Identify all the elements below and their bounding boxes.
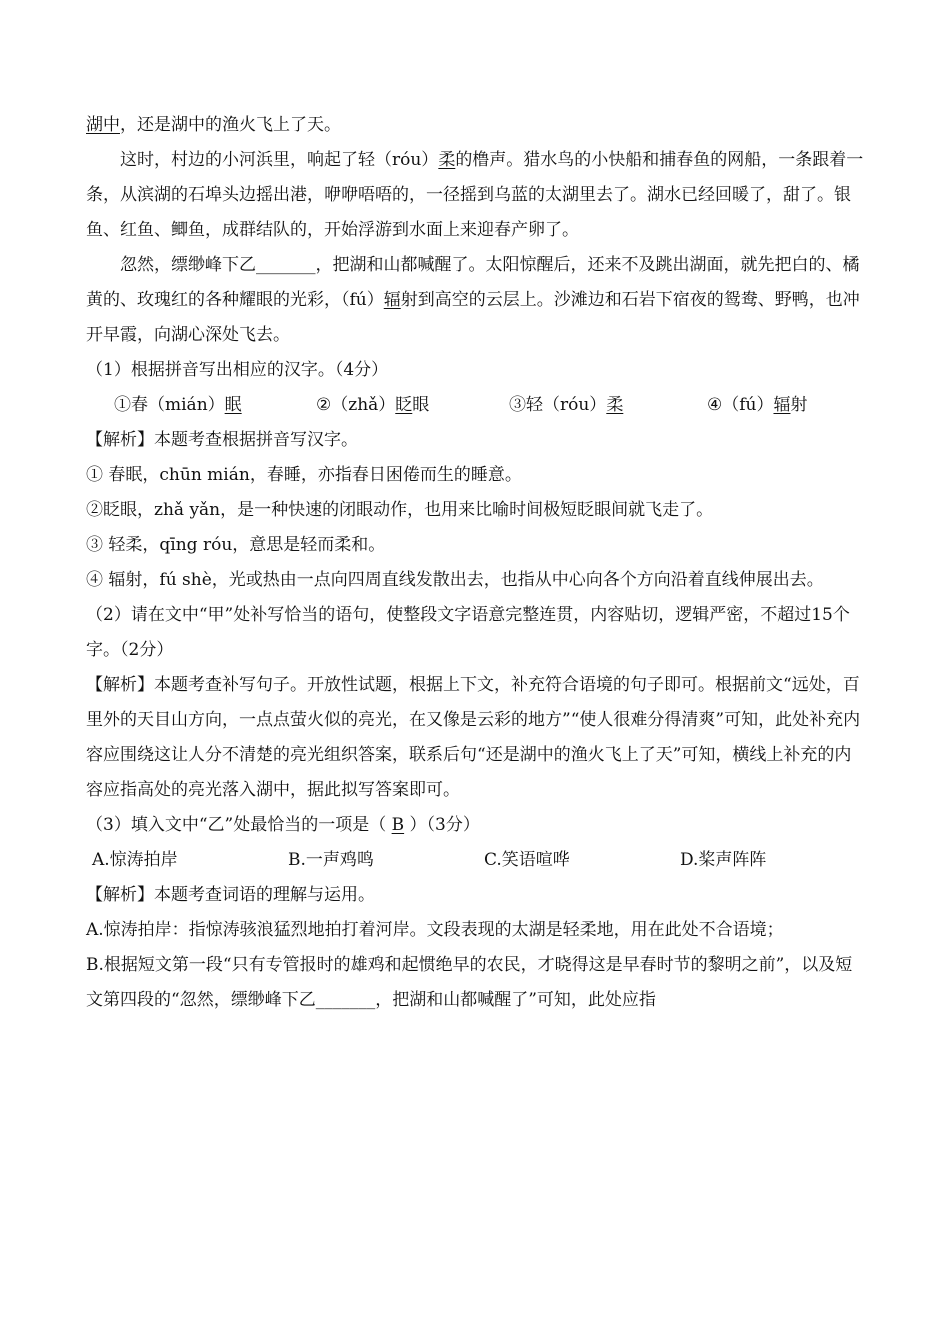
item-prefix: ①春（mián） (114, 395, 225, 415)
option-b: B.一声鸡鸣 (288, 850, 374, 870)
q1-analysis-line-2: ②眨眼，zhǎ yǎn，是一种快速的闭眼动作，也用来比喻时间极短眨眼间就飞走了。 (86, 500, 714, 520)
title-suffix: ）（3分） (404, 815, 480, 835)
text-run: ，还是湖中的渔火飞上了天。 (120, 115, 341, 135)
q1-item-1 (114, 388, 316, 423)
underlined-word: 湖中 (86, 115, 120, 135)
question-1-title: （1）根据拼音写出相应的汉字。（4分） (86, 360, 389, 380)
item-answer: 柔 (606, 395, 624, 415)
item-prefix: ④（fú） (707, 395, 774, 415)
item-answer: 眨 (395, 395, 413, 415)
answer-choice: B (391, 815, 405, 835)
question-2-title: （2）请在文中“甲”处补写恰当的语句，使整段文字语意完整连贯，内容贴切，逻辑严密，不超过15个字。（2分） (86, 605, 850, 660)
option-d: D.桨声阵阵 (680, 850, 767, 870)
text-run: 射到高空的云层上。沙滩边和石岩下宿夜的鸳鸯、野鸭，也冲开早霞，向湖心深处飞去。 (86, 290, 860, 345)
q1-analysis-line-1: ① 春眠，chūn mián，春睡，亦指春日困倦而生的睡意。 (86, 465, 522, 485)
text-run: 忽然，缥缈峰下乙_______，把湖和山都喊醒了。太阳惊醒后，还来不及跳出湖面，就先把白的、橘黄的、玫瑰红的各种耀眼的光彩，（fú） (86, 255, 860, 310)
q1-item-2 (316, 388, 509, 423)
question-3-options (86, 843, 864, 878)
underlined-word: 辐 (383, 290, 401, 310)
underlined-word: 柔 (438, 150, 456, 170)
passage-paragraph-1 (86, 108, 864, 143)
q1-item-3 (509, 388, 707, 423)
item-prefix: ②（zhǎ） (316, 395, 396, 415)
item-prefix: ③轻（róu） (509, 395, 607, 415)
q1-analysis-line-4: ④ 辐射，fú shè，光或热由一点向四周直线发散出去，也指从中心向各个方向沿着直线伸展出去。 (86, 570, 824, 590)
q3-analysis-line-2: B.根据短文第一段“只有专管报时的雄鸡和起惯绝早的农民，才晓得这是早春时节的黎明之前”，以及短文第四段的“忽然，缥缈峰下乙_______，把湖和山都喊醒了”可知，此处应指 (86, 955, 853, 1010)
q1-analysis-line-3: ③ 轻柔，qīng róu，意思是轻而柔和。 (86, 535, 386, 555)
text-run: 这时，村边的小河浜里，响起了轻（róu） (120, 150, 439, 170)
title-prefix: （3）填入文中“乙”处最恰当的一项是（ (86, 815, 392, 835)
item-answer: 辐 (773, 395, 791, 415)
item-suffix: 眼 (412, 395, 430, 415)
question-1-items (86, 388, 864, 423)
passage-paragraph-2 (86, 143, 864, 248)
text-run: 的橹声。猎水鸟的小快船和捕春鱼的网船，一条跟着一条，从滨湖的石埠头边摇出港，咿咿唔唔的，一径摇到乌蓝的太湖里去了。湖水已经回暖了，甜了。银鱼、红鱼、鲫鱼，成群结队的，开始浮游到水面上来迎春产卵了。 (86, 150, 864, 240)
q3-analysis-heading: 【解析】本题考查词语的理解与运用。 (86, 885, 375, 905)
passage-paragraph-3 (86, 248, 864, 353)
q2-analysis: 【解析】本题考查补写句子。开放性试题，根据上下文，补充符合语境的句子即可。根据前文“远处，百里外的天目山方向，一点点萤火似的亮光，在又像是云彩的地方”“使人很难分得清爽”可知，此处补充内容应围绕这让人分不清楚的亮光组织答案，联系后句“还是湖中的渔火飞上了天”可知，横线上补充的内容应指高处的亮光落入湖中，据此拟写答案即可。 (86, 675, 861, 800)
option-c: C.笑语喧哗 (484, 850, 570, 870)
option-a: A.惊涛拍岸 (92, 850, 178, 870)
q1-item-4 (707, 388, 807, 423)
question-3-title (86, 808, 864, 843)
q1-analysis-heading: 【解析】本题考查根据拼音写汉字。 (86, 430, 358, 450)
q3-analysis-line-1: A.惊涛拍岸：指惊涛骇浪猛烈地拍打着河岸。文段表现的太湖是轻柔地，用在此处不合语境； (86, 920, 784, 940)
item-suffix: 射 (790, 395, 808, 415)
item-answer: 眠 (224, 395, 242, 415)
